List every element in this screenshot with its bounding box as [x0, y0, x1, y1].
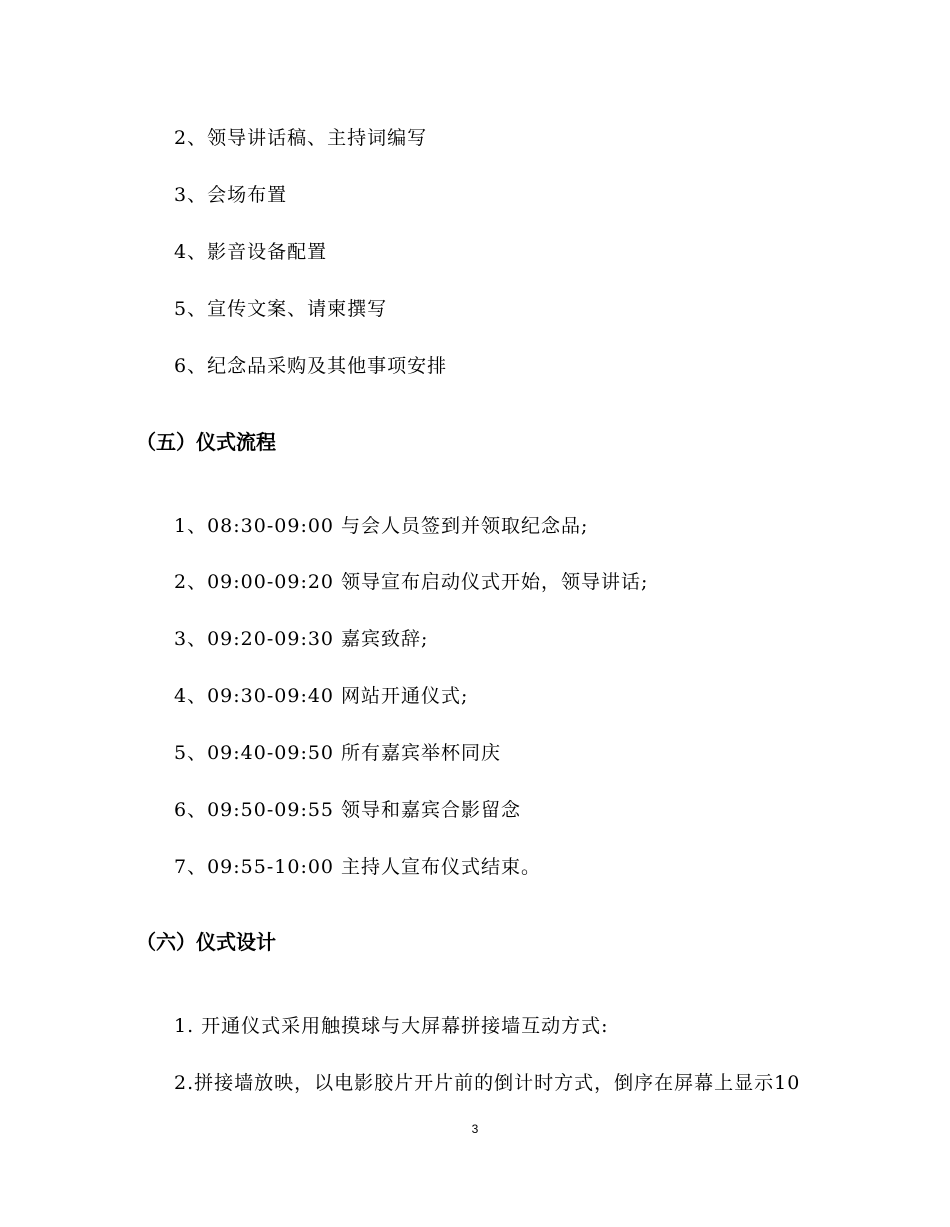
list-item: 3、09:20-09:30 嘉宾致辞; [174, 628, 429, 650]
page-number: 3 [471, 1122, 479, 1136]
list-item: 4、09:30-09:40 网站开通仪式; [174, 685, 469, 707]
list-item: 5、09:40-09:50 所有嘉宾举杯同庆 [174, 742, 502, 764]
list-item: 3、会场布置 [174, 184, 288, 206]
list-item: 4、影音设备配置 [174, 241, 328, 263]
list-item: 6、09:50-09:55 领导和嘉宾合影留念 [174, 799, 522, 821]
section-heading-ceremony-process: （五）仪式流程 [136, 430, 276, 454]
list-item: 1. 开通仪式采用触摸球与大屏幕拼接墙互动方式: [174, 1015, 609, 1037]
list-item: 6、纪念品采购及其他事项安排 [174, 355, 448, 377]
list-item: 7、09:55-10:00 主持人宣布仪式结束。 [174, 856, 542, 878]
list-item: 2.拼接墙放映，以电影胶片开片前的倒计时方式，倒序在屏幕上显示10 [174, 1072, 801, 1094]
list-item: 5、宣传文案、请柬撰写 [174, 298, 388, 320]
section-heading-ceremony-design: （六）仪式设计 [136, 930, 276, 954]
list-item: 2、领导讲话稿、主持词编写 [174, 127, 428, 149]
list-item: 1、08:30-09:00 与会人员签到并领取纪念品; [174, 515, 589, 537]
list-item: 2、09:00-09:20 领导宣布启动仪式开始，领导讲话; [174, 571, 649, 593]
